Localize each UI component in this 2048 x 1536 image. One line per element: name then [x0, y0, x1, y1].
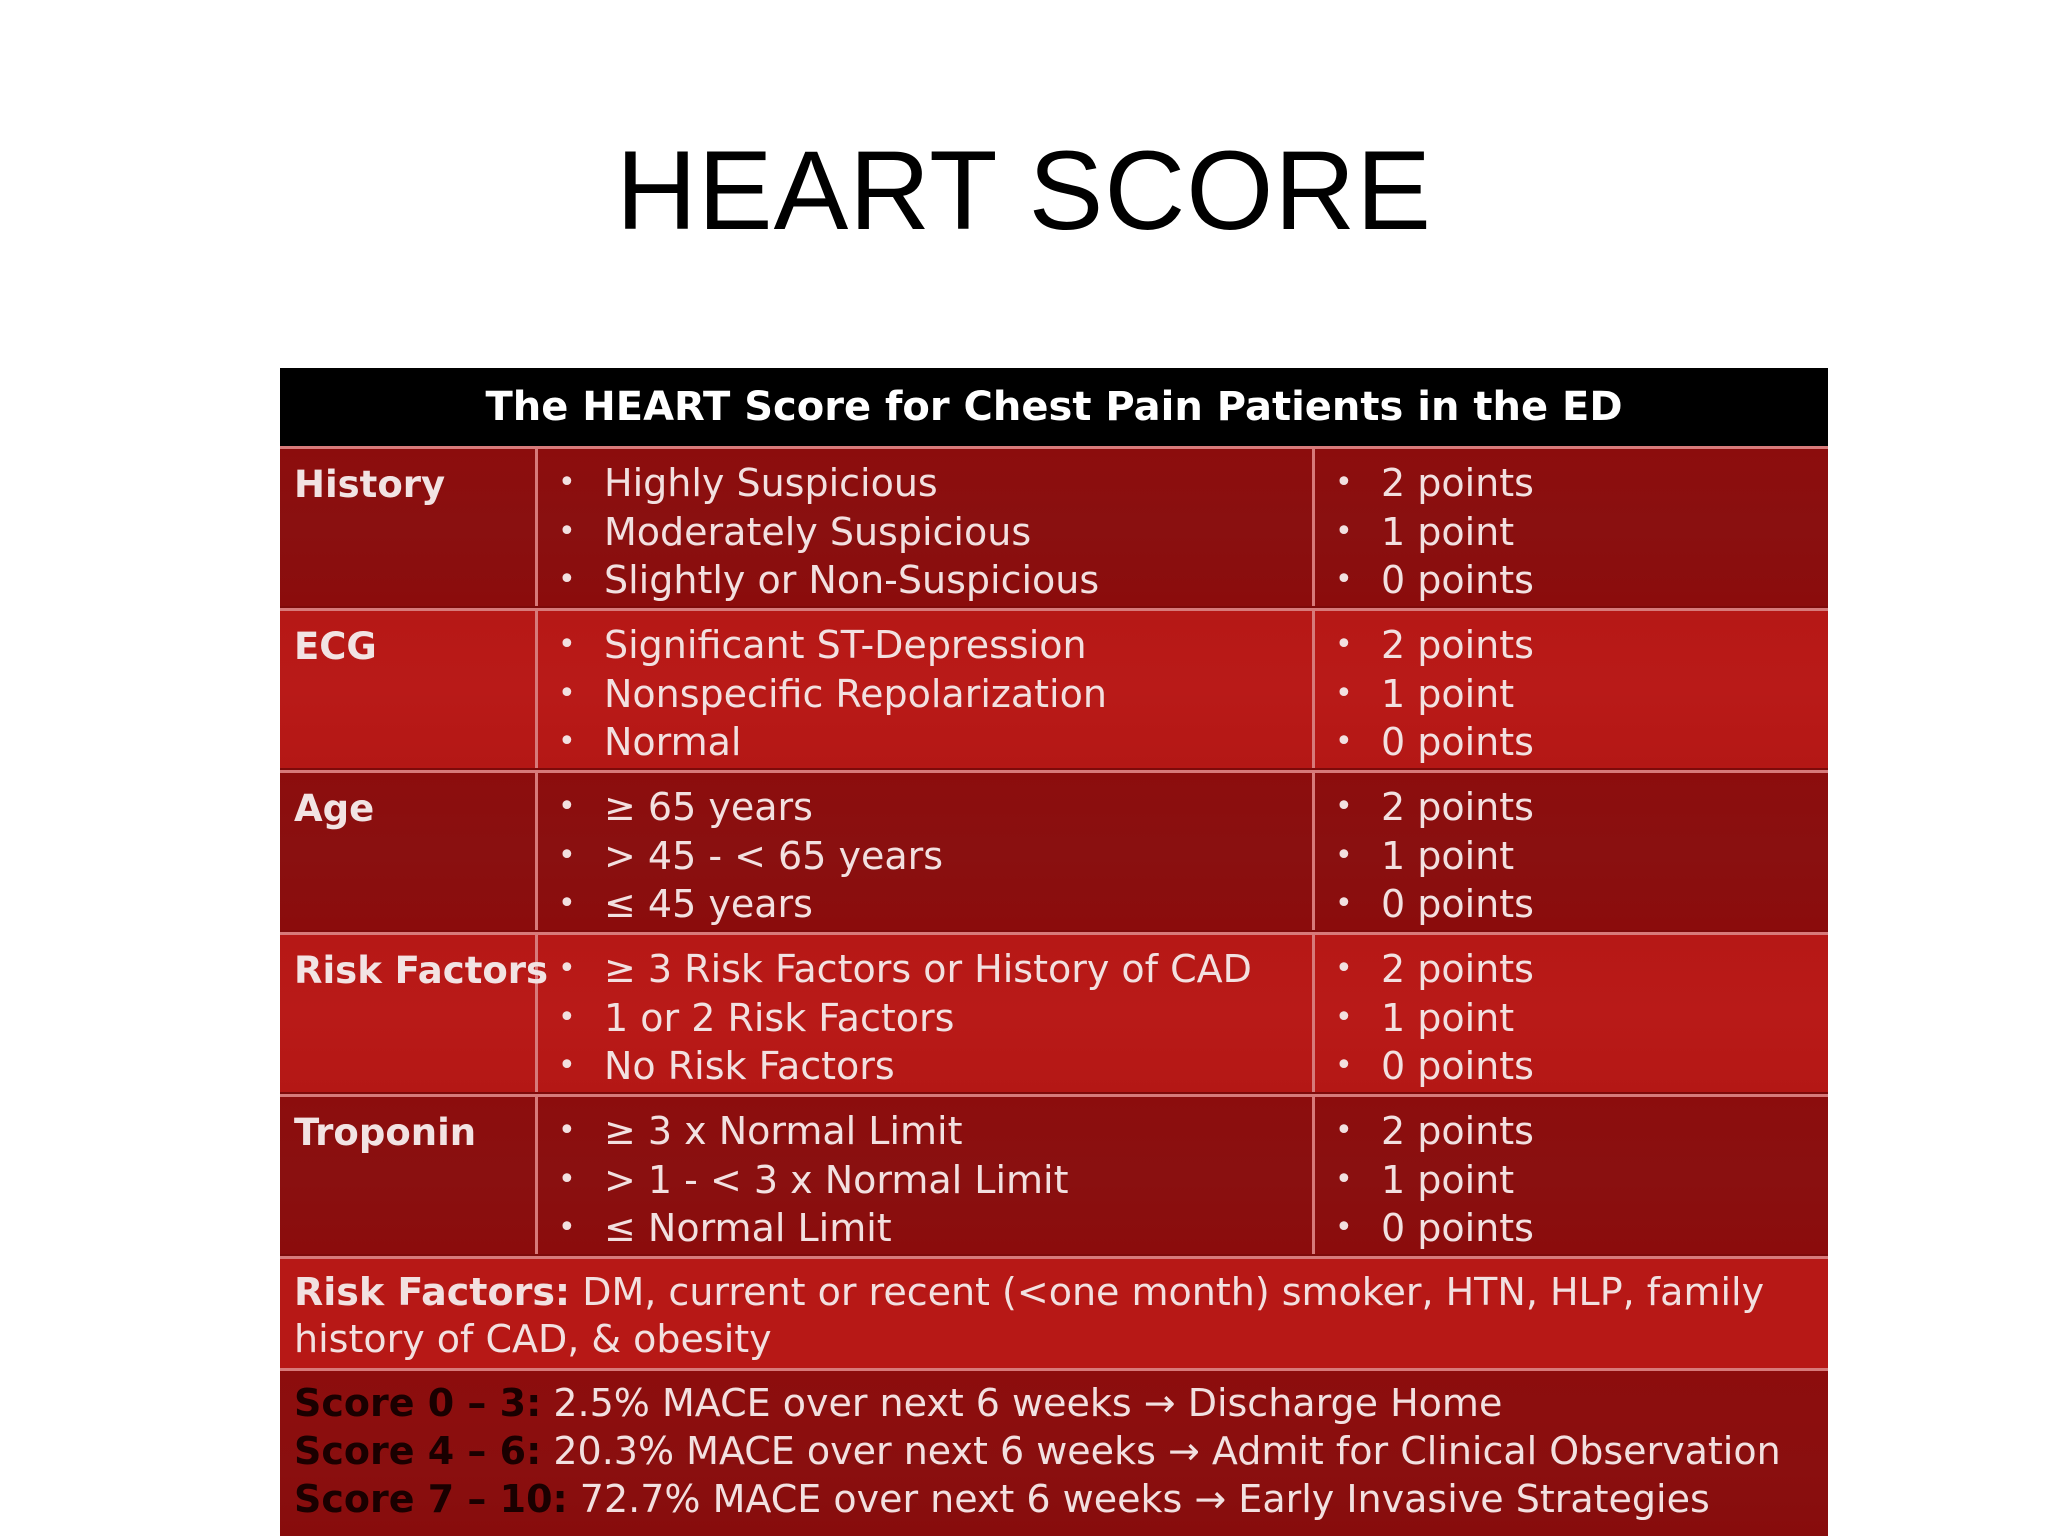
list-item: • > 1 - < 3 x Normal Limit — [558, 1157, 1069, 1202]
list-item: • 2 points — [1335, 461, 1534, 505]
list-item: • Moderately Suspicious — [558, 509, 1032, 554]
score-line — [294, 1427, 1814, 1475]
list-item: • Highly Suspicious — [558, 461, 938, 505]
list-item: • 0 points — [1335, 1044, 1534, 1088]
list-item: • 2 points — [1335, 1109, 1534, 1153]
score-line — [294, 1379, 1814, 1427]
score-outcome: 20.3% MACE over next 6 weeks → Admit for Clinical Observation — [541, 1429, 1781, 1473]
list-item: • 0 points — [1335, 558, 1534, 602]
category-cell — [280, 1097, 538, 1254]
list-item: • > 45 - < 65 years — [558, 833, 944, 878]
category-label: ECG — [294, 625, 377, 668]
list-item: • 0 points — [1335, 720, 1534, 764]
category-label: Risk Factors — [294, 949, 549, 992]
list-item: • ≤ 45 years — [558, 882, 813, 926]
list-item: • 2 points — [1335, 623, 1534, 667]
table-row-history — [280, 446, 1828, 606]
category-cell — [280, 935, 549, 1092]
table-header: The HEART Score for Chest Pain Patients in the ED — [280, 368, 1828, 446]
score-line — [294, 1475, 1814, 1523]
note-lead: Risk Factors: — [294, 1270, 571, 1314]
category-label: Age — [294, 787, 375, 830]
list-item: • No Risk Factors — [558, 1044, 895, 1088]
list-item: • 1 point — [1335, 1157, 1515, 1202]
list-item: • 1 point — [1335, 995, 1515, 1040]
criteria-cell — [538, 449, 1315, 606]
risk-factors-note — [280, 1256, 1828, 1368]
list-item: • Significant ST-Depression — [558, 623, 1087, 667]
score-range-label: Score 7 – 10: — [294, 1477, 568, 1521]
score-outcome: 2.5% MACE over next 6 weeks → Discharge Home — [541, 1381, 1503, 1425]
points-cell — [1315, 935, 1828, 1092]
list-item: • 1 point — [1335, 509, 1515, 554]
table-row-age — [280, 770, 1828, 930]
list-item: • ≥ 3 x Normal Limit — [558, 1109, 963, 1153]
score-outcome: 72.7% MACE over next 6 weeks → Early Invasive Strategies — [567, 1477, 1710, 1521]
criteria-cell — [538, 1097, 1315, 1254]
list-item: • 1 point — [1335, 833, 1515, 878]
category-label: History — [294, 463, 446, 506]
heart-score-table — [280, 368, 1828, 1536]
score-range-label: Score 4 – 6: — [294, 1429, 542, 1473]
criteria-cell — [538, 935, 1315, 1092]
list-item: • 1 point — [1335, 671, 1515, 716]
category-cell — [280, 449, 538, 606]
points-cell — [1315, 1097, 1828, 1254]
table-row-troponin — [280, 1094, 1828, 1254]
points-cell — [1315, 773, 1828, 930]
table-row-risk-factors — [280, 932, 1828, 1092]
list-item: • 0 points — [1335, 1206, 1534, 1250]
list-item: • ≥ 65 years — [558, 785, 813, 829]
list-item: • Normal — [558, 720, 742, 764]
slide-title: HEART SCORE — [616, 128, 1432, 253]
list-item: • ≥ 3 Risk Factors or History of CAD — [558, 947, 1252, 991]
list-item: • 1 or 2 Risk Factors — [558, 995, 955, 1040]
score-interpretation — [280, 1368, 1828, 1536]
category-label: Troponin — [294, 1111, 477, 1154]
note-text: DM, current or recent (<one month) smoker, HTN, HLP, family history of CAD, & obesity — [294, 1270, 1765, 1361]
criteria-cell — [538, 611, 1315, 768]
category-cell — [280, 773, 538, 930]
list-item: • 2 points — [1335, 947, 1534, 991]
category-cell — [280, 611, 538, 768]
list-item: • 2 points — [1335, 785, 1534, 829]
list-item: • ≤ Normal Limit — [558, 1206, 892, 1250]
list-item: • Slightly or Non-Suspicious — [558, 558, 1100, 602]
list-item: • 0 points — [1335, 882, 1534, 926]
criteria-cell — [538, 773, 1315, 930]
score-range-label: Score 0 – 3: — [294, 1381, 542, 1425]
table-row-ecg — [280, 608, 1828, 768]
points-cell — [1315, 449, 1828, 606]
list-item: • Nonspecific Repolarization — [558, 671, 1107, 716]
points-cell — [1315, 611, 1828, 768]
